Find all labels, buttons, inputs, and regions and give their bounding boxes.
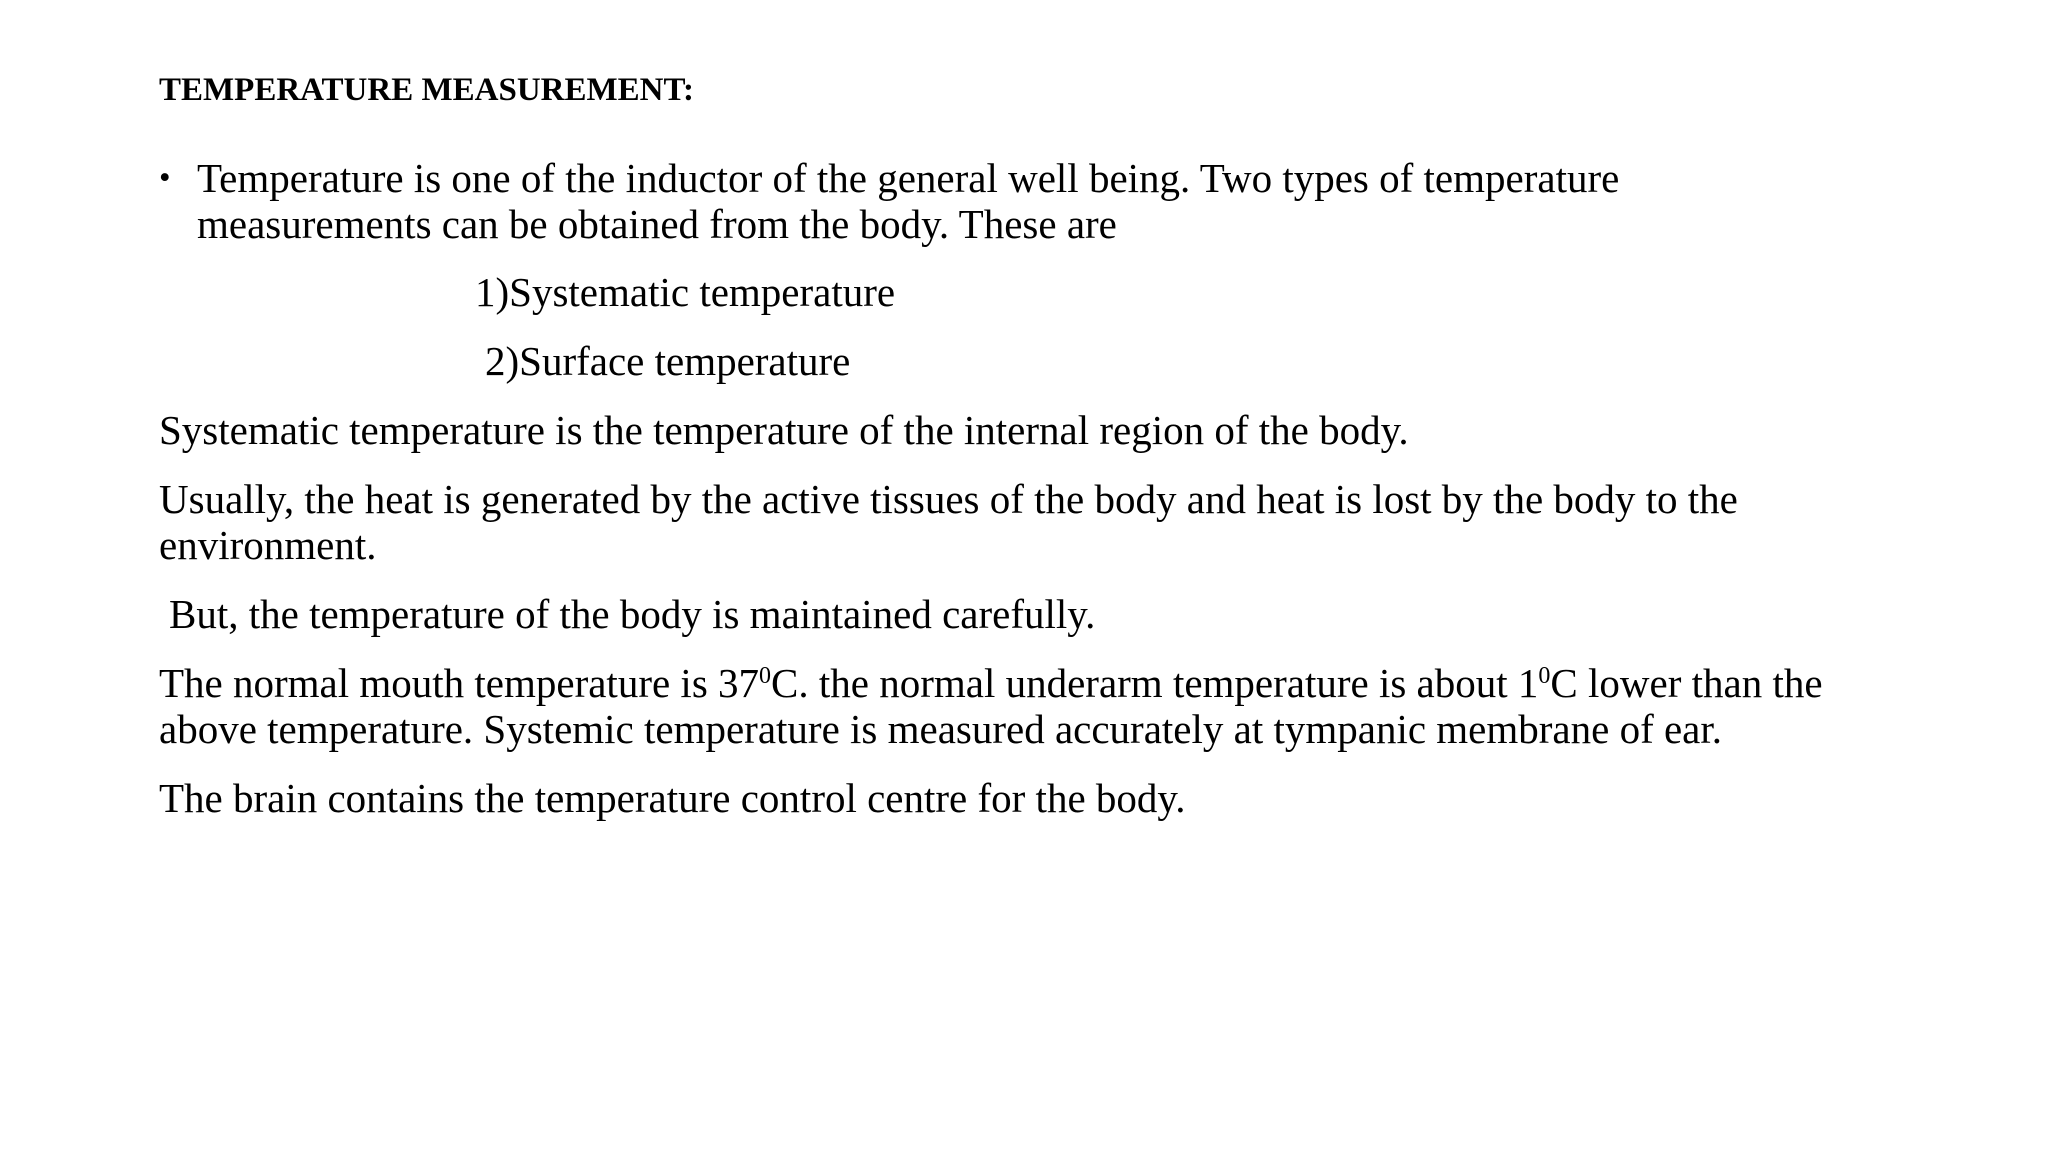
slide-title: TEMPERATURE MEASUREMENT: xyxy=(159,72,695,108)
paragraph-heat-generation: Usually, the heat is generated by the active tissues of the body and heat is lost by the body to the environment. xyxy=(159,476,1738,568)
mouth-text-part2: C. the normal underarm temperature is about 1 xyxy=(771,660,1539,706)
paragraph-brain-control: The brain contains the temperature control centre for the body. xyxy=(159,775,1186,821)
paragraph-maintained: But, the temperature of the body is maintained carefully. xyxy=(169,591,1096,637)
paragraph-normal-temperature xyxy=(159,660,1879,752)
list-item-systematic: 1)Systematic temperature xyxy=(475,269,896,315)
list-item-surface: 2)Surface temperature xyxy=(485,338,851,384)
degree-superscript: 0 xyxy=(759,663,772,689)
mouth-text-part1: The normal mouth temperature is 37 xyxy=(159,660,760,706)
paragraph-systematic-definition: Systematic temperature is the temperature of the internal region of the body. xyxy=(159,407,1409,453)
degree-superscript: 0 xyxy=(1538,663,1551,689)
bullet-text: Temperature is one of the inductor of the general well being. Two types of temperature measurements can be obtained from the body. These are xyxy=(197,155,1620,247)
bullet-paragraph xyxy=(159,155,1859,247)
mouth-text-part3: C lower than the above temperature. Systemic temperature is measured accurately at tympanic membrane of ear. xyxy=(159,660,1823,752)
bullet-marker: • xyxy=(159,160,171,196)
